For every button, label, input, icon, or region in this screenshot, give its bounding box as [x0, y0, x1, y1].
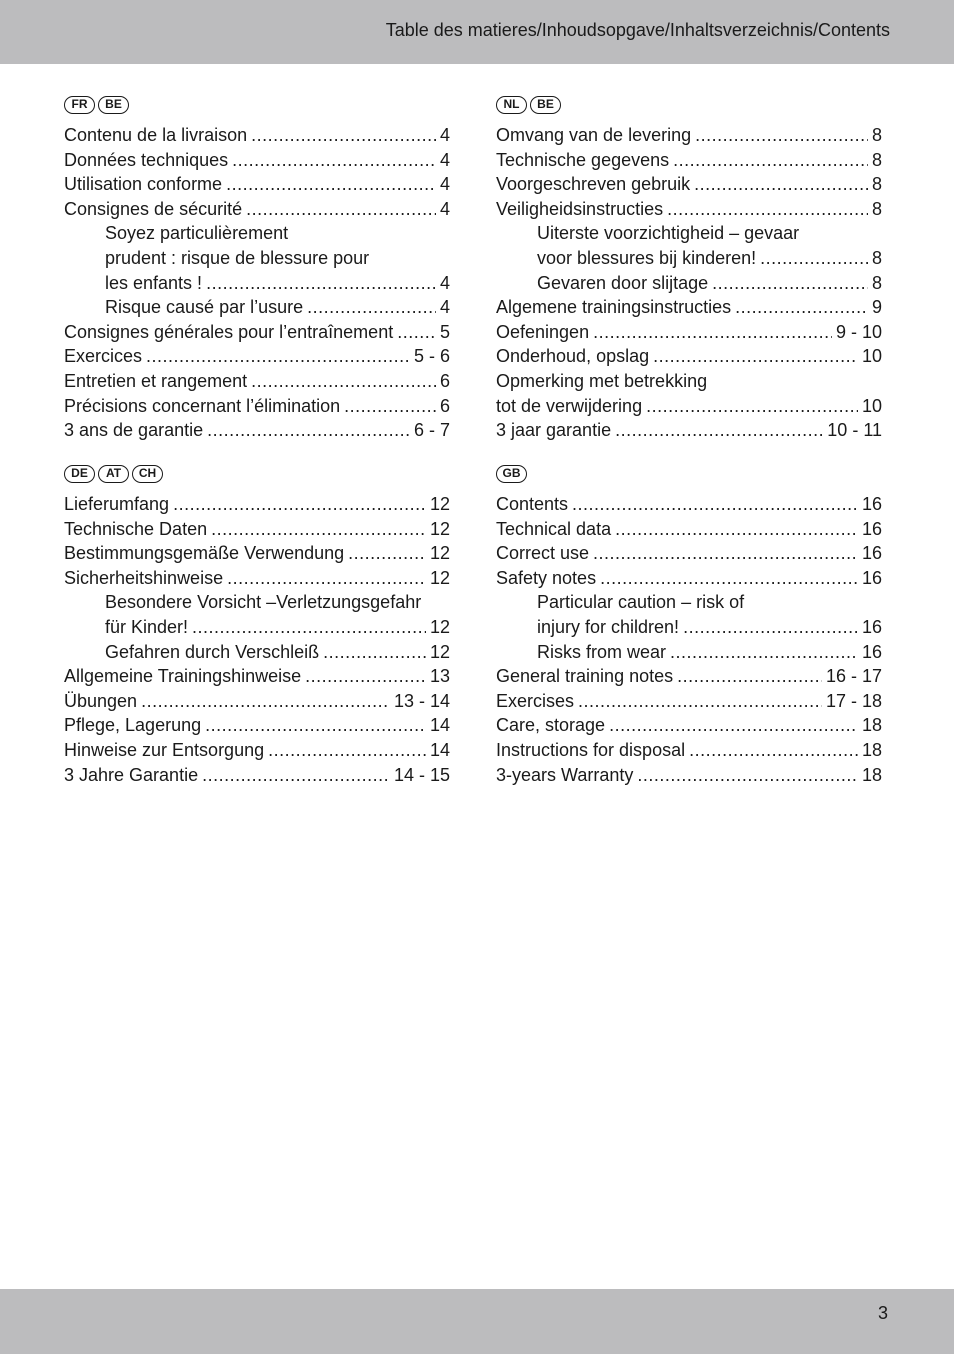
language-badges — [64, 465, 450, 487]
toc-entry[interactable] — [496, 543, 882, 568]
toc-entry-label: Consignes de sécurité — [64, 198, 243, 219]
toc-entry[interactable] — [64, 248, 450, 273]
dot-leader — [593, 543, 858, 564]
dot-leader — [226, 174, 436, 195]
toc-entry-page: 8 — [871, 272, 882, 293]
toc-entry-label: tot de verwijdering — [496, 395, 643, 416]
toc-entry-label: Übungen — [64, 690, 138, 711]
toc-entry[interactable] — [64, 568, 450, 593]
dot-leader — [760, 248, 868, 269]
dot-leader — [268, 740, 426, 761]
toc-entry-page: 12 — [429, 641, 450, 662]
toc-entry[interactable] — [64, 150, 450, 175]
language-badges — [496, 96, 882, 118]
toc-entry[interactable] — [496, 494, 882, 519]
toc-entry[interactable] — [64, 740, 450, 765]
toc-entry[interactable] — [496, 371, 882, 396]
toc-entry-label: Algemene trainingsinstructies — [496, 297, 732, 318]
dot-leader — [141, 691, 390, 712]
toc-entry-page: 12 — [429, 494, 450, 514]
toc-entry-page: 16 — [861, 641, 882, 662]
toc-entry-page: 4 — [439, 149, 450, 170]
page-header — [0, 0, 954, 64]
toc-entry-page: 4 — [439, 272, 450, 293]
toc-entry-label: Risque causé par l’usure — [105, 297, 304, 318]
dot-leader — [637, 765, 858, 786]
dot-leader — [227, 568, 426, 589]
toc-entry[interactable] — [496, 346, 882, 371]
toc-entry-label: Pflege, Lagerung — [64, 715, 202, 736]
toc-entry-page: 8 — [871, 247, 882, 268]
toc-entry[interactable] — [496, 199, 882, 224]
toc-entry-page: 16 — [861, 567, 882, 588]
toc-entry-label: Veiligheidsinstructies — [496, 198, 664, 219]
toc-entry-label: Exercices — [64, 346, 143, 367]
dot-leader — [146, 346, 410, 367]
toc-entry-page: 5 — [439, 321, 450, 342]
dot-leader — [593, 322, 832, 343]
toc-entry[interactable] — [496, 740, 882, 765]
dot-leader — [205, 715, 426, 736]
header-title: Table des matieres/Inhoudsopgave/Inhaltsverzeichnis/Contents — [385, 20, 890, 40]
toc-entry-label: Instructions for disposal — [496, 739, 686, 760]
toc-entry-page: 18 — [861, 739, 882, 760]
toc-entry[interactable] — [64, 494, 450, 519]
dot-leader — [578, 691, 822, 712]
toc-entry-page: 16 — [861, 616, 882, 637]
toc-entry-page: 9 — [871, 297, 882, 318]
toc-section-gb — [496, 465, 882, 789]
toc-entry[interactable] — [64, 223, 450, 248]
dot-leader — [683, 617, 858, 638]
toc-entry[interactable] — [496, 322, 882, 347]
toc-entry-label: Omvang van de levering — [496, 125, 692, 145]
dot-leader — [173, 494, 426, 515]
dot-leader — [673, 150, 868, 171]
toc-entry-page: 8 — [871, 125, 882, 145]
toc-entry-page: 14 — [429, 739, 450, 760]
toc-entry[interactable] — [64, 346, 450, 371]
dot-leader — [348, 543, 426, 564]
toc-entry-page: 10 - 11 — [827, 420, 882, 441]
toc-entry-label: Sicherheitshinweise — [64, 567, 224, 588]
dot-leader — [609, 715, 858, 736]
toc-entry-label: Safety notes — [496, 567, 597, 588]
dot-leader — [251, 125, 436, 146]
toc-entry-page: 12 — [429, 567, 450, 588]
dot-leader — [694, 174, 868, 195]
toc-entry-page: 17 - 18 — [825, 690, 882, 711]
dot-leader — [344, 396, 436, 417]
dot-leader — [615, 420, 823, 441]
dot-leader — [670, 642, 858, 663]
toc-entry-label: Onderhoud, opslag — [496, 346, 650, 367]
toc-entry-label: Consignes générales pour l’entraînement — [64, 321, 394, 342]
toc-entry[interactable] — [496, 248, 882, 273]
toc-entry-label: 3 jaar garantie — [496, 420, 612, 441]
toc-entry-label: Contenu de la livraison — [64, 125, 248, 145]
toc-section-de — [64, 465, 450, 789]
toc-entry-page: 4 — [439, 125, 450, 145]
toc-entry-page: 5 - 6 — [413, 346, 450, 367]
toc-entry[interactable] — [496, 174, 882, 199]
toc-entry-page: 16 — [861, 543, 882, 564]
toc-entry[interactable] — [64, 715, 450, 740]
toc-entry-page: 8 — [871, 174, 882, 195]
toc-entry-label: Voorgeschreven gebruik — [496, 174, 691, 195]
toc-entry-label: Hinweise zur Entsorgung — [64, 739, 265, 760]
toc-entry[interactable] — [496, 642, 882, 667]
toc-entry-label: Utilisation conforme — [64, 174, 223, 195]
dot-leader — [689, 740, 858, 761]
toc-entry[interactable] — [64, 297, 450, 322]
toc-entry-label: Oefeningen — [496, 321, 590, 342]
toc-entry-label: Exercises — [496, 690, 575, 711]
toc-entry-label: Risks from wear — [537, 641, 667, 662]
toc-entry-page: 4 — [439, 174, 450, 195]
toc-entry[interactable] — [496, 150, 882, 175]
toc-entry[interactable] — [496, 715, 882, 740]
toc-entry-label: Care, storage — [496, 715, 606, 736]
toc-entry[interactable] — [496, 125, 882, 150]
language-badge: FR — [64, 96, 95, 114]
toc-entry-label: Particular caution – risk of — [537, 592, 745, 613]
toc-entry-label: Contents — [496, 494, 569, 514]
toc-entry-label: prudent : risque de blessure pour — [105, 247, 370, 268]
toc-entry-label: voor blessures bij kinderen! — [537, 247, 757, 268]
toc-entry-page: 10 — [861, 395, 882, 416]
dot-leader — [712, 273, 868, 294]
toc-entry-page: 16 — [861, 494, 882, 514]
toc-entry-page: 9 - 10 — [835, 321, 882, 342]
toc-entry[interactable] — [496, 568, 882, 593]
toc-entry-page: 6 - 7 — [413, 420, 450, 441]
toc-entry-page: 13 — [429, 666, 450, 687]
toc-entry-page: 13 - 14 — [393, 690, 450, 711]
toc-entry-label: Gefahren durch Verschleiß — [105, 641, 320, 662]
dot-leader — [615, 519, 858, 540]
toc-entry-page: 12 — [429, 616, 450, 637]
toc-entry[interactable] — [64, 371, 450, 396]
toc-entry-label: Allgemeine Trainingshinweise — [64, 666, 302, 687]
language-badge: CH — [132, 465, 163, 483]
toc-entry-label: Opmerking met betrekking — [496, 370, 708, 391]
toc-entry-label: Besondere Vorsicht –Verletzungsgefahr — [105, 592, 422, 613]
toc-entry-label: Technical data — [496, 518, 612, 539]
toc-entry-page: 16 — [861, 518, 882, 539]
toc-entry[interactable] — [64, 322, 450, 347]
toc-entry-label: 3-years Warranty — [496, 764, 634, 785]
toc-entry-page: 4 — [439, 198, 450, 219]
toc-entry-page: 12 — [429, 518, 450, 539]
language-badge: BE — [530, 96, 561, 114]
toc-entry[interactable] — [496, 617, 882, 642]
dot-leader — [323, 642, 426, 663]
toc-entry-label: Uiterste voorzichtigheid – gevaar — [537, 223, 800, 244]
dot-leader — [735, 297, 868, 318]
toc-entry[interactable] — [64, 543, 450, 568]
page-number: 3 — [877, 1303, 888, 1323]
toc-entry-page: 6 — [439, 395, 450, 416]
dot-leader — [646, 396, 858, 417]
toc-entry[interactable] — [64, 519, 450, 544]
language-badge: AT — [98, 465, 129, 483]
dot-leader — [667, 199, 868, 220]
toc-entry-label: Gevaren door slijtage — [537, 272, 709, 293]
dot-leader — [305, 666, 426, 687]
toc-entry-page: 16 - 17 — [825, 666, 882, 687]
toc-entry-label: Précisions concernant l’élimination — [64, 395, 341, 416]
language-badge: DE — [64, 465, 95, 483]
dot-leader — [206, 273, 436, 294]
toc-entry-page: 12 — [429, 543, 450, 564]
toc-entry-label: Correct use — [496, 543, 590, 564]
toc-entry[interactable] — [64, 420, 450, 445]
toc-entry-page: 8 — [871, 198, 882, 219]
dot-leader — [207, 420, 410, 441]
toc-entry[interactable] — [64, 617, 450, 642]
toc-entry[interactable] — [64, 642, 450, 667]
toc-entry-label: Entretien et rangement — [64, 370, 248, 391]
toc-entry[interactable] — [64, 691, 450, 716]
toc-entry-label: Lieferumfang — [64, 494, 170, 514]
toc-entry[interactable] — [496, 297, 882, 322]
toc-entry-label: Bestimmungsgemäße Verwendung — [64, 543, 345, 564]
toc-entry[interactable] — [496, 420, 882, 445]
language-badges — [496, 465, 882, 487]
toc-entry-label: Données techniques — [64, 149, 229, 170]
dot-leader — [307, 297, 436, 318]
language-badges — [64, 96, 450, 118]
dot-leader — [246, 199, 436, 220]
page-footer — [0, 1289, 954, 1354]
language-badge: NL — [496, 96, 527, 114]
toc-section-fr — [64, 96, 450, 445]
toc-entry[interactable] — [496, 691, 882, 716]
toc-entry-page: 18 — [861, 715, 882, 736]
toc-entry-page: 8 — [871, 149, 882, 170]
toc-entry-label: injury for children! — [537, 616, 680, 637]
dot-leader — [397, 322, 436, 343]
toc-entry-page: 18 — [861, 764, 882, 785]
toc-entry[interactable] — [496, 666, 882, 691]
toc-entry-label: für Kinder! — [105, 616, 189, 637]
toc-entry-label: Technische gegevens — [496, 149, 670, 170]
language-badge: GB — [496, 465, 527, 483]
dot-leader — [211, 519, 426, 540]
toc-entry[interactable] — [496, 223, 882, 248]
language-badge: BE — [98, 96, 129, 114]
toc-entry-page: 6 — [439, 370, 450, 391]
dot-leader — [192, 617, 426, 638]
toc-entry[interactable] — [64, 273, 450, 298]
toc-entry-label: Soyez particulièrement — [105, 223, 289, 244]
dot-leader — [251, 371, 436, 392]
toc-entry-label: Technische Daten — [64, 518, 208, 539]
dot-leader — [232, 150, 436, 171]
toc-entry[interactable] — [496, 765, 882, 790]
toc-entry-page: 14 - 15 — [393, 764, 450, 785]
toc-entry[interactable] — [64, 125, 450, 150]
dot-leader — [202, 765, 390, 786]
toc-entry-label: General training notes — [496, 666, 674, 687]
toc-entry[interactable] — [496, 273, 882, 298]
toc-entry-label: 3 Jahre Garantie — [64, 764, 199, 785]
dot-leader — [572, 494, 858, 515]
dot-leader — [653, 346, 858, 367]
toc-entry[interactable] — [496, 592, 882, 617]
toc-entry-label: 3 ans de garantie — [64, 420, 204, 441]
dot-leader — [600, 568, 858, 589]
toc-entry-page: 4 — [439, 297, 450, 318]
dot-leader — [677, 666, 822, 687]
toc-entry-label: les enfants ! — [105, 272, 203, 293]
toc-section-nl — [496, 96, 882, 445]
toc-entry[interactable] — [64, 765, 450, 790]
toc-entry[interactable] — [64, 396, 450, 421]
toc-entry-page: 14 — [429, 715, 450, 736]
toc-entry[interactable] — [64, 666, 450, 691]
toc-entry[interactable] — [496, 396, 882, 421]
toc-entry-page: 10 — [861, 346, 882, 367]
toc-entry[interactable] — [496, 519, 882, 544]
toc-entry[interactable] — [64, 174, 450, 199]
dot-leader — [695, 125, 868, 146]
toc-entry[interactable] — [64, 592, 450, 617]
toc-entry[interactable] — [64, 199, 450, 224]
